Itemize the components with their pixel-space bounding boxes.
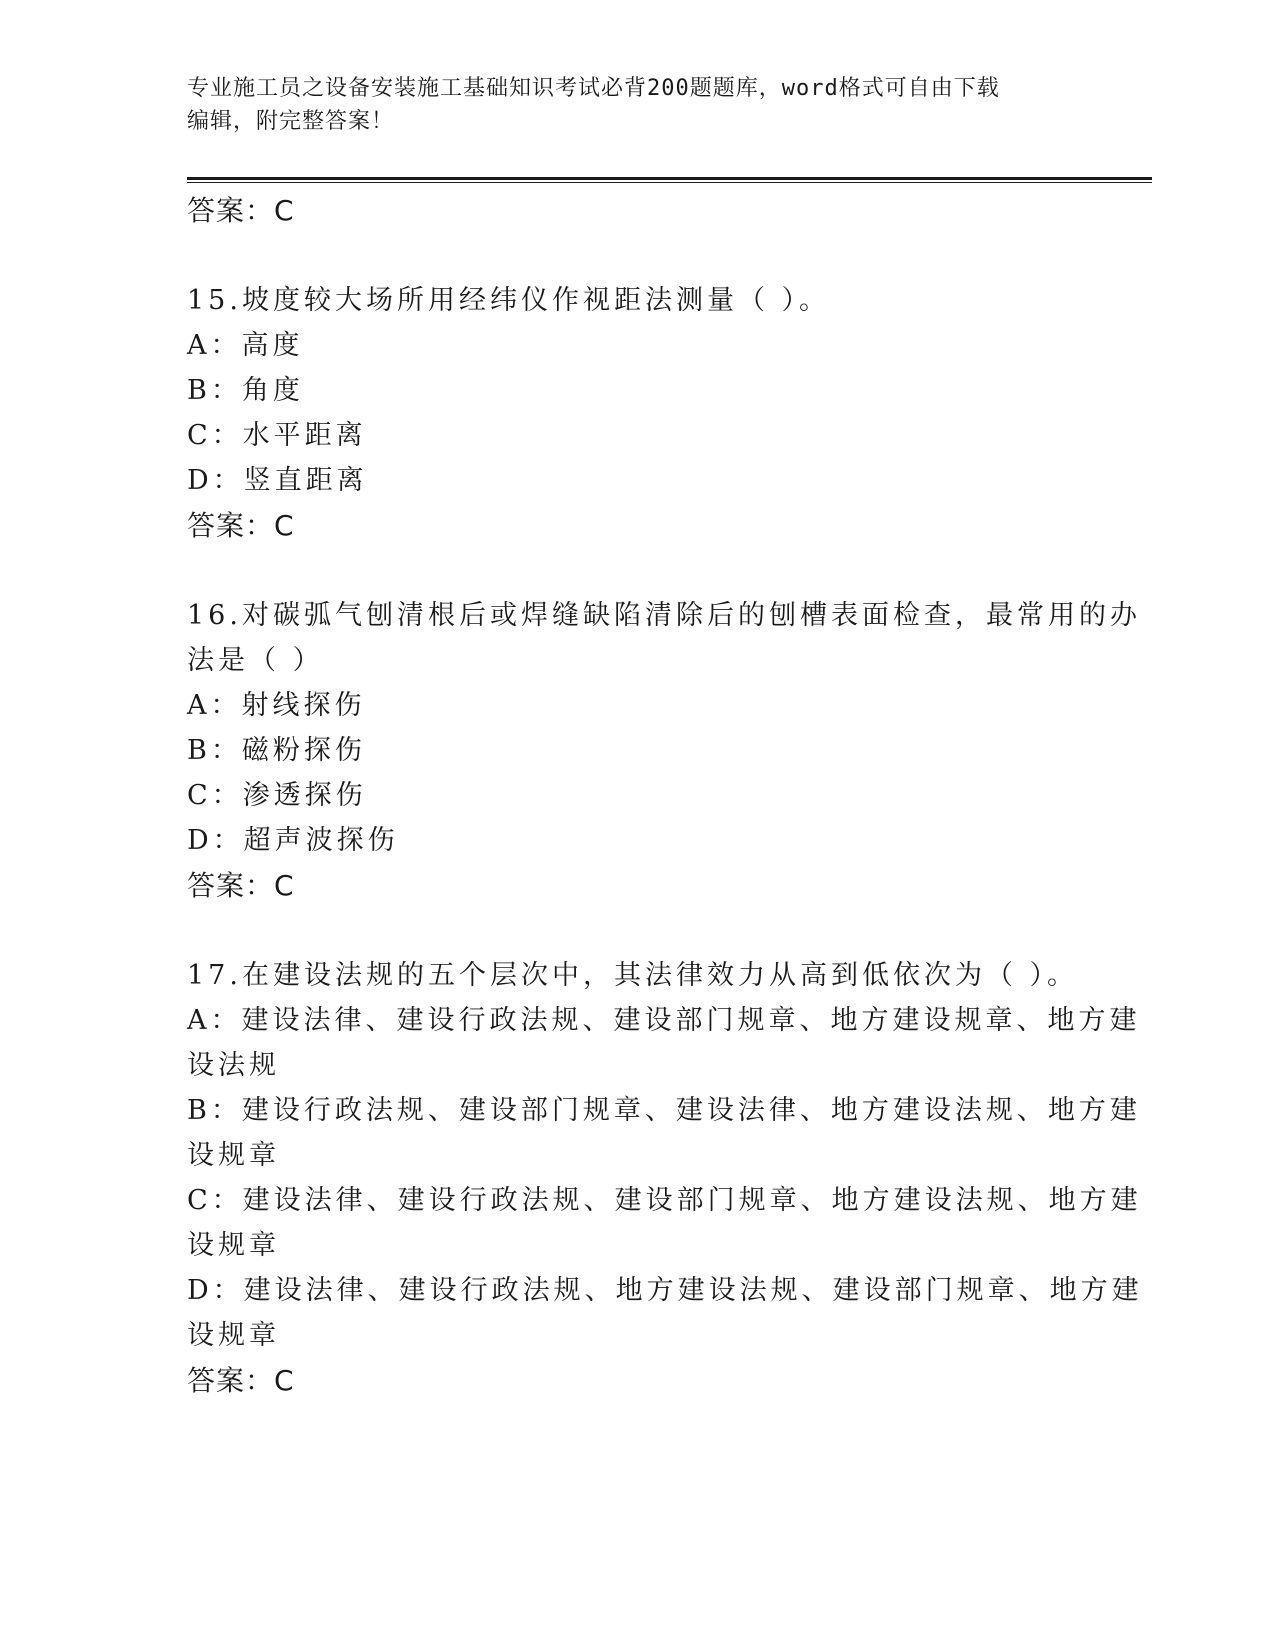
option-d: D：竖直距离 [187, 465, 368, 496]
option-a: A：建设法律、建设行政法规、建设部门规章、地方建设规章、地方建 [187, 1005, 1141, 1036]
header-divider-thin [187, 182, 1152, 183]
answer-text: 答案：C [187, 509, 295, 542]
question-text: 16.对碳弧气刨清根后或焊缝缺陷清除后的刨槽表面检查，最常用的办 [187, 600, 1141, 631]
document-header [187, 72, 1067, 138]
option-d-continued: 设规章 [187, 1320, 280, 1351]
answer-text: 答案：C [187, 869, 295, 902]
option-a-continued: 设法规 [187, 1050, 280, 1081]
option-b: B：建设行政法规、建设部门规章、建设法律、地方建设法规、地方建 [187, 1095, 1141, 1126]
option-c: C：渗透探伤 [187, 780, 367, 811]
question-list [187, 188, 1143, 1403]
option-b: B：角度 [187, 375, 304, 406]
option-a: A：高度 [187, 330, 304, 361]
option-c: C：水平距离 [187, 420, 367, 451]
option-b-continued: 设规章 [187, 1140, 280, 1171]
question-block [187, 953, 1143, 1403]
option-a: A：射线探伤 [187, 690, 366, 721]
previous-answer: 答案：C [187, 194, 295, 227]
option-c: C：建设法律、建设行政法规、建设部门规章、地方建设法规、地方建 [187, 1185, 1142, 1216]
spacer [187, 908, 1087, 953]
option-d: D：超声波探伤 [187, 825, 399, 856]
header-divider-thick [187, 177, 1152, 180]
question-text: 17.在建设法规的五个层次中，其法律效力从高到低依次为（ ）。 [187, 960, 1079, 991]
spacer [187, 233, 1087, 278]
question-block [187, 593, 1141, 908]
option-b: B：磁粉探伤 [187, 735, 366, 766]
header-line-2: 编辑，附完整答案！ [187, 109, 395, 134]
spacer [187, 548, 1087, 593]
answer-text: 答案：C [187, 1364, 295, 1397]
header-line-1: 专业施工员之设备安装施工基础知识考试必背200题题库，word格式可自由下载 [187, 76, 1000, 101]
option-d: D：建设法律、建设行政法规、地方建设法规、建设部门规章、地方建 [187, 1275, 1143, 1306]
question-text: 15.坡度较大场所用经纬仪作视距法测量（ ）。 [187, 285, 831, 316]
question-block [187, 278, 1087, 548]
option-c-continued: 设规章 [187, 1230, 280, 1261]
question-text-continued: 法是（ ） [187, 645, 324, 676]
